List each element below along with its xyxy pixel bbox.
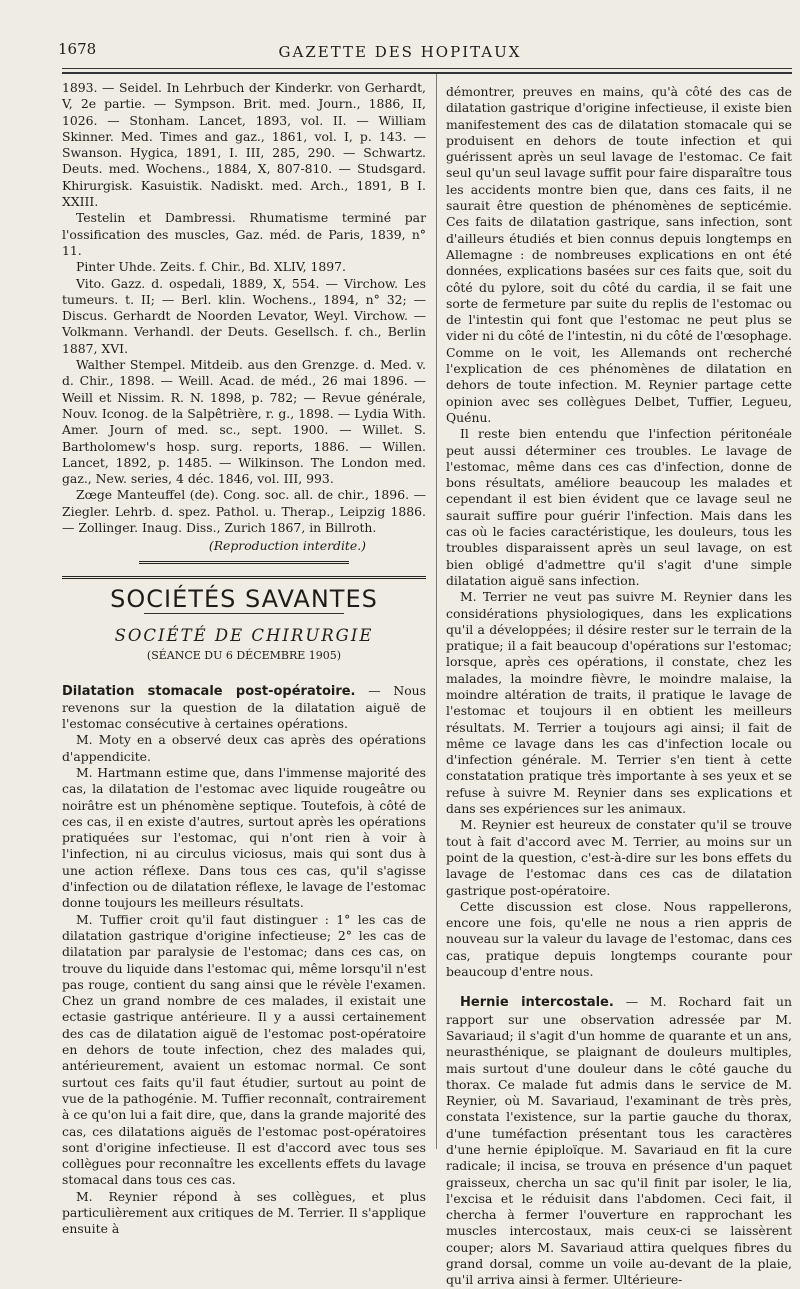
divider-rule <box>139 561 349 564</box>
reference-entry: Walther Stempel. Mitdeib. aus den Grenzge. d. Med. v. d. Chir., 1898. — Weill. Acad. de méd., 26 mai 1896. — Weill et Nissim. R. N. 1898, p. 782; — Revue générale, Nouv. Iconog. de la Salpêtrière, r. g., 1898. — Lydia With. Amer. Journ of med. sc., sept. 1900. — Willet. S. Bartholomew's hosp. surg. reports, 1886. — Willen. Lancet, 1892, p. 1485. — Wilkinson. The London med. gaz., New. series, 4 déc. 1846, vol. III, 993. <box>62 357 426 487</box>
article-heading: Hernie intercostale. <box>460 995 614 1011</box>
article-lead: — Nous revenons sur la question de la dilatation aiguë de l'estomac consécutive à certaines opérations. <box>62 682 426 732</box>
article-intro <box>62 683 426 733</box>
article-text: — M. Rochard fait un rapport sur une observation adressée par M. Savariaud; il s'agit d'un homme de quarante et un ans, neurasthénique, se plaignant de douleurs multiples, mais surtout d'une douleur dans le côté gauche du thorax. Ce malade fut admis dans le service de M. Reynier, où M. Savariaud, l'examinant de très près, constata l'existence, sur la partie gauche du thorax, d'une tuméfaction présentant tous les caractères d'une hernie épiploïque. M. Savariaud en fit la cure radicale; il incisa, se trouva en présence d'un paquet graisseux, chercha un sac qu'il finit par isoler, le lia, l'excisa et le réduisit dans l'abdomen. Ceci fait, il chercha à fermer l'ouverture en rapprochant les muscles intercostaux, mais ceux-ci se laissèrent couper; alors M. Savariaud attira quelques fibres du grand dorsal, comme un voile au-devant de la plaie, qu'il arriva ainsi à fermer. Ultérieure- <box>446 994 792 1288</box>
header-rule-thick <box>62 72 792 74</box>
article-heading: Dilatation stomacale post-opératoire. <box>62 683 356 699</box>
reference-entry: Testelin et Dambressi. Rhumatisme terminé par l'ossification des muscles, Gaz. méd. de Paris, 1839, n° 11. <box>62 210 426 258</box>
paragraph: M. Terrier ne veut pas suivre M. Reynier dans les considérations physiologiques, dans les explications qu'il a développées; il désire rester sur le terrain de la pratique; il a fait beaucoup d'opérations sur l'estomac; lorsque, après ces opérations, il constate, chez les malades, la moindre fièvre, le moindre malaise, la moindre altération de traits, il pratique le lavage de l'estomac et toujours il en obtient les meilleurs résultats. M. Terrier a toujours agi ainsi; il fait de même ce lavage dans les cas d'infection locale ou d'infection générale. M. Terrier s'en tient à cette constatation pratique très importante à ses yeux et se refuse à suivre M. Reynier dans ses explications et dans ses expériences sur les animaux. <box>446 589 792 817</box>
paragraph: M. Tuffier croit qu'il faut distinguer : 1° les cas de dilatation gastrique d'origine infectieuse; 2° les cas de dilatation par paralysie de l'estomac; dans ces cas, on trouve du liquide dans l'estomac qui, même lorsqu'il n'est pas rouge, contient du sang ainsi que le révèle l'examen. Chez un grand nombre de ces malades, il existait une ectasie gastrique antérieure. Il y a aussi certainement des cas de dilatation aiguë de l'estomac post-opératoire en dehors de toute infection, chez des malades qui, antérieurement, avaient un estomac normal. Ce sont surtout ces faits qu'il faut étudier, surtout au point de vue de la pathogénie. M. Tuffier reconnaît, contrairement à ce qu'on lui a fait dire, que, dans la grande majorité des cas, ces dilatations aiguës de l'estomac post-opératoires sont d'origine infectieuse. Il est d'accord avec tous ses collègues pour reconnaître les excellents effets du lavage stomacal dans tous ces cas. <box>62 911 426 1188</box>
session-date: (SÉANCE DU 6 DÉCEMBRE 1905) <box>146 649 342 663</box>
reference-entry: Pinter Uhde. Zeits. f. Chir., Bd. XLIV, 1897. <box>76 259 346 275</box>
paragraph: M. Reynier répond à ses collègues, et plus particulièrement aux critiques de M. Terrier. Il s'applique ensuite à <box>62 1188 426 1237</box>
bibliography <box>62 80 426 536</box>
reference-entry: Vito. Gazz. d. ospedali, 1889, X, 554. — Virchow. Les tumeurs. t. II; — Berl. klin. Wochens., 1894, n° 32; — Discus. Gerhardt de Noorden Levator, Weyl. Virchow. — Volkmann. Verhandl. der Deuts. Gesellsch. f. ch., Berlin 1887, XVI. <box>62 275 426 356</box>
right-column <box>446 84 792 1289</box>
reference-entry: 1893. — Seidel. In Lehrbuch der Kinderkr. von Gerhardt, V, 2e partie. — Sympson. Brit. med. Journ., 1886, II, 1026. — Stonham. Lancet, 1893, vol. II. — William Skinner. Med. Times and gaz., 1861, vol. I, p. 143. — Swanson. Hygica, 1891, I. III, 285, 290. — Schwartz. Deuts. med. Wochens., 1884, X, 807-810. — Studsgard. Khirurgisk. Kasuistik. Nadiskt. med. Arch., 1891, B I. XXIII. <box>62 80 426 210</box>
journal-title: GAZETTE DES HOPITAUX <box>278 43 522 61</box>
column-divider <box>436 74 437 1149</box>
section-title: SOCIÉTÉS SAVANTES <box>110 584 378 613</box>
article-intro <box>446 994 792 1288</box>
header-rule <box>62 68 792 69</box>
paragraph: M. Hartmann estime que, dans l'immense majorité des cas, la dilatation de l'estomac avec liquide rougeâtre ou noirâtre est un phénomène septique. Toutefois, à côté de ces cas, il en existe d'autres, surtout après les opérations pratiquées sur l'estomac, qui n'ont rien à voir à l'infection, ni au circulus viciosus, mais qui sont dus à une action réflexe. Dans tous ces cas, qu'il s'agisse d'infection ou de dilatation réflexe, le lavage de l'estomac donne toujours les meilleurs résultats. <box>62 764 426 911</box>
left-column <box>62 80 426 1238</box>
paragraph: Il reste bien entendu que l'infection péritonéale peut aussi déterminer ces troubles. Le lavage de l'estomac, même dans ces cas d'infection, donne de bons résultats, améliore beaucoup les malades et cependant il est bien évident que ce lavage seul ne saurait suffire pour guérir l'infection. Mais dans les cas où le facies caractéristique, les douleurs, tous les troubles disparaissent après un seul lavage, on est bien obligé d'admettre qu'il s'agit d'une simple dilatation aiguë sans infection. <box>446 426 792 588</box>
paragraph: M. Moty en a observé deux cas après des opérations d'appendicite. <box>62 732 426 764</box>
paragraph-continued: démontrer, preuves en mains, qu'à côté des cas de dilatation gastrique d'origine infectieuse, il existe bien manifestement des cas de dilatation stomacale qui se produisent en dehors de toute infection et qui guérissent après un seul lavage de l'estomac. Ce fait seul qu'un seul lavage suffit pour faire disparaître tous les accidents montre bien que, dans ces faits, il ne saurait être question de phénomènes de septicémie. Ces faits de dilatation gastrique, sans infection, sont d'ailleurs étudiés et bien connus depuis longtemps en Allemagne : de nombreuses explications en ont été données, explications basées sur ces faits que, soit du côté du pylore, soit du côté du cardia, il se fait une sorte de fermeture par suite du replis de l'estomac ou de l'intestin qui font que l'estomac ne peut plus se vider ni du côté de l'intestin, ni du côté de l'œsophage. Comme on le voit, les Allemands ont recherché l'explication de ces phénomènes de dilatation en dehors de toute infection. M. Reynier partage cette opinion avec ses collègues Delbet, Tuffier, Legueu, Quénu. <box>446 84 792 425</box>
society-name: SOCIÉTÉ DE CHIRURGIE <box>114 625 374 645</box>
page-number: 1678 <box>58 40 97 58</box>
section-underline <box>144 613 344 614</box>
paragraph: Cette discussion est close. Nous rappellerons, encore une fois, qu'elle ne nous a rien appris de nouveau sur la valeur du lavage de l'estomac, dans ces cas, pratique depuis longtemps courante pour beaucoup d'entre nous. <box>446 898 792 980</box>
reproduction-notice: (Reproduction interdite.) <box>208 538 366 554</box>
section-rule <box>62 576 426 579</box>
paragraph: M. Reynier est heureux de constater qu'il se trouve tout à fait d'accord avec M. Terrier, au moins sur un point de la question, c'est-à-dire sur les bons effets du lavage de l'estomac dans ces cas de dilatation gastrique post-opératoire. <box>446 817 792 898</box>
reference-entry: Zœge Manteuffel (de). Cong. soc. all. de chir., 1896. — Ziegler. Lehrb. d. spez. Pathol. u. Therap., Leipzig 1886. — Zollinger. Inaug. Diss., Zurich 1867, in Billroth. <box>62 487 426 536</box>
